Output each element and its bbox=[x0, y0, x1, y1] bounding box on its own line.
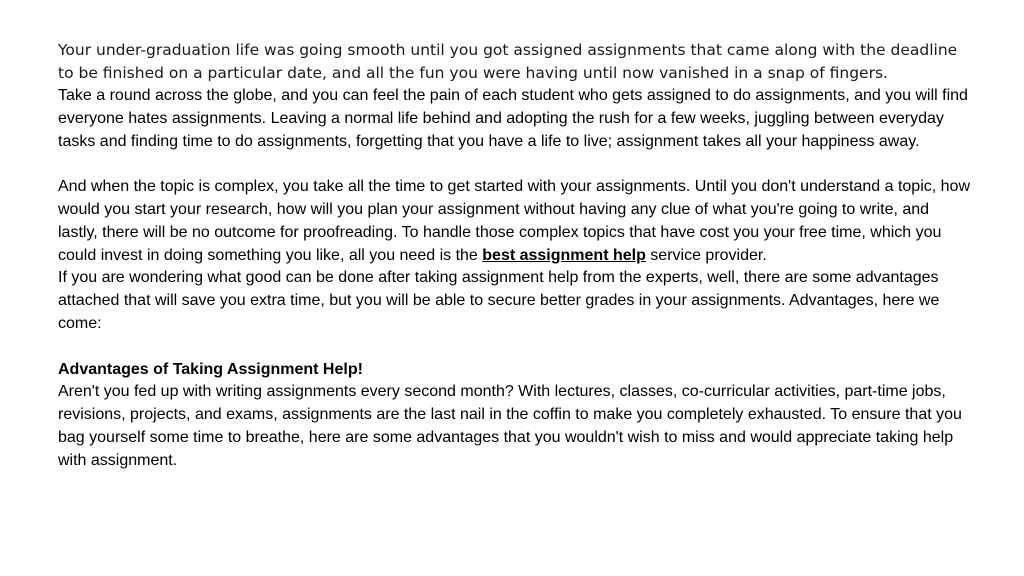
paragraph-advantages-intro: If you are wondering what good can be done after taking assignment help from the experts, well, there are some advantages attached that will save you extra time, but you will be able to secure better grades in your assignments. Advantages, here we come: bbox=[58, 269, 940, 332]
paragraph-text: service provider. bbox=[645, 246, 767, 264]
paragraph-spacer bbox=[58, 153, 973, 176]
paragraph-fed-up: Aren't you fed up with writing assignments every second month? With lectures, classes, co-curricular activities, part-time jobs, revisions, projects, and exams, assignments are the last nail in the coffin to make you completely exhausted. To ensure that you bag yourself some time to breathe, here are some advantages that you wouldn't wish to miss and would appreciate taking help with assignment. bbox=[58, 383, 962, 469]
intro-paragraph: Your under-graduation life was going smooth until you got assigned assignments that came along with the deadline to be finished on a particular date, and all the fun you were having until now vanished in a snap of fingers. bbox=[58, 41, 958, 82]
paragraph-spacer bbox=[58, 336, 973, 359]
paragraph-global-pain: Take a round across the globe, and you can feel the pain of each student who gets assigned to do assignments, and you will find everyone hates assignments. Leaving a normal life behind and adopting the rush for a few weeks, juggling between everyday tasks and finding time to do assignments, forgetting that you have a life to live; assignment takes all your happiness away. bbox=[58, 87, 968, 150]
paragraph-text: And when the topic is complex, you take all the time to get started with your assignments. Until you don't understand a topic, how would you start your research, how will you plan your assignment without having any clue of what you're going to write, and lastly, there will be no outcome for proofreading. To handle those complex topics that have cost you your free time, which you could invest in doing something you like, all you need is the bbox=[58, 178, 970, 264]
best-assignment-help-link[interactable]: best assignment help bbox=[482, 246, 646, 264]
section-heading: Advantages of Taking Assignment Help! bbox=[58, 360, 363, 378]
document-body bbox=[58, 39, 973, 473]
paragraph-complex-topic bbox=[58, 176, 973, 267]
